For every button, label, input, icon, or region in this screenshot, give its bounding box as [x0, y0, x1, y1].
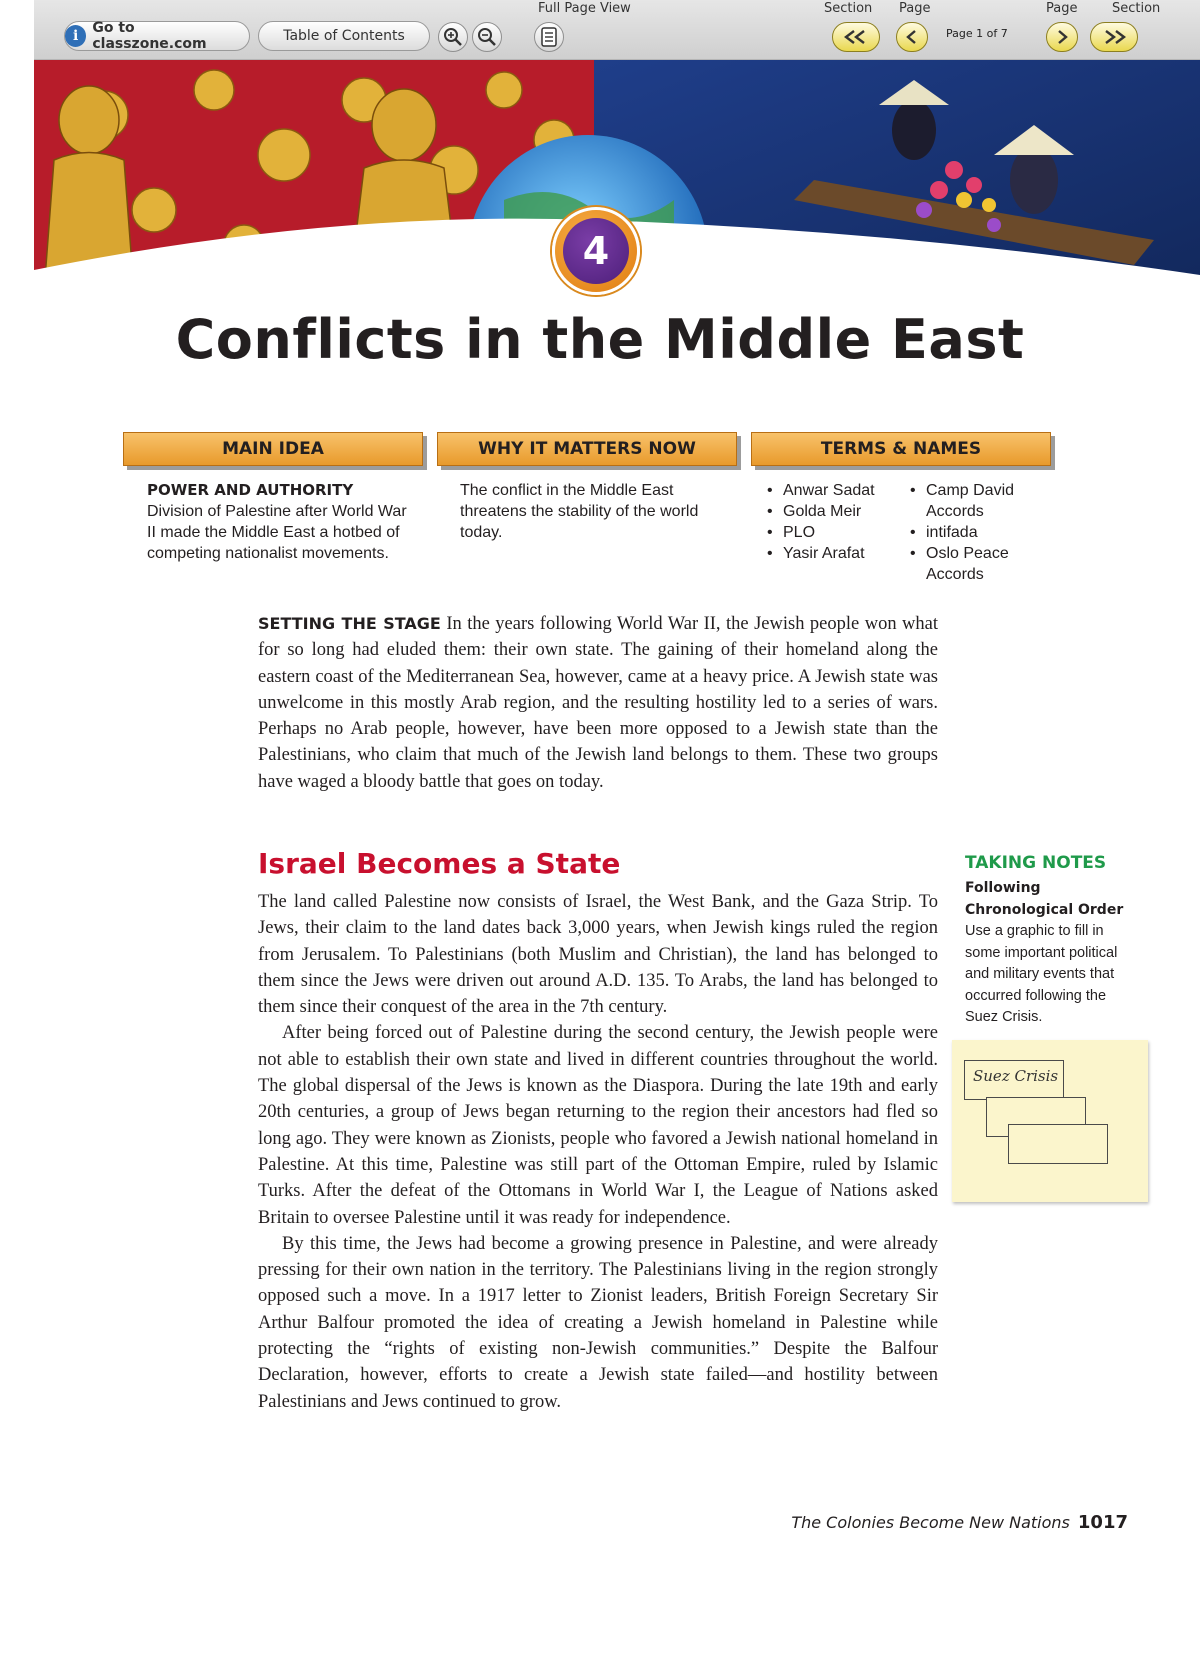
- section-body: [258, 889, 938, 1415]
- section-heading: Israel Becomes a State: [258, 847, 621, 880]
- previous-section-button[interactable]: [832, 22, 880, 52]
- term-item: • PLO: [765, 522, 905, 543]
- notes-box-label: Suez Crisis: [973, 1067, 1059, 1085]
- term-item: • Anwar Sadat: [765, 480, 905, 501]
- page-title: Conflicts in the Middle East: [175, 308, 1025, 371]
- terms-list-left: [765, 480, 905, 564]
- term-item: • Camp David Accords: [908, 480, 1038, 522]
- notes-box: [1008, 1124, 1108, 1164]
- taking-notes-header: TAKING NOTES: [965, 853, 1107, 873]
- main-idea-text: Division of Palestine after World War II made the Middle East a hotbed of competing nationalist movements.: [147, 503, 407, 562]
- term-item: • intifada: [908, 522, 1038, 543]
- toc-label: Table of Contents: [283, 28, 405, 44]
- page-label-right: Page: [1046, 1, 1078, 16]
- page-view-icon: [540, 27, 558, 47]
- setting-the-stage-text: In the years following World War II, the Jewish people won what for so long had eluded them: their own state. The gaining of their homeland along the eastern coast of the Mediterranean Sea, however, came at a heavy price. A Jewish state was unwelcome in this mostly Arab region, and the resulting hostility led to a series of wars. Perhaps no Arab people, however, have been more opposed to a Jewish state than the Palestinians, who claim that much of the Jewish land belongs to them. These two groups have waged a bloody battle that goes on today.: [258, 614, 939, 792]
- section-label-right: Section: [1112, 1, 1161, 16]
- next-page-button[interactable]: [1046, 22, 1078, 52]
- classzone-label: Go to classzone.com: [92, 20, 207, 52]
- previous-page-button[interactable]: [896, 22, 928, 52]
- double-chevron-left-icon: [842, 29, 870, 45]
- section-paragraph: The land called Palestine now consists of Israel, the West Bank, and the Gaza Strip. To Jews, their claim to the land dates back 3,000 years, when Jewish kings ruled the region from Jerusalem. To Palestinians (both Muslim and Christian), the land has belonged to them since the Jews were driven out around A.D. 135. To Arabs, the land has belonged to them since their conquest of the area in the 7th century.: [258, 892, 938, 1018]
- section-paragraph: After being forced out of Palestine during the second century, the Jewish people were not able to establish their own state and lived in different countries throughout the world. The global dispersal of the Jews is known as the Diaspora. During the late 19th and early 20th centuries, a group of Jews began returning to the region their ancestors had fled so long ago. They were known as Zionists, people who favored a Jewish national homeland in Palestine. At this time, Palestine was still part of the Ottoman Empire, ruled by Islamic Turks. After the defeat of the Ottomans in World War I, the League of Nations asked Britain to oversee Palestine until it was ready for independence.: [258, 1023, 938, 1228]
- taking-notes-text: Use a graphic to fill in some important political and military events that occurred following the Suez Crisis.: [965, 923, 1118, 1025]
- main-idea-body: [147, 480, 417, 564]
- main-idea-heading: POWER AND AUTHORITY: [147, 481, 354, 499]
- zoom-in-icon: [443, 27, 463, 47]
- info-icon: i: [65, 25, 86, 47]
- taking-notes-bold: Following Chronological Order: [965, 880, 1124, 918]
- toolbar: [34, 0, 1200, 60]
- chapter-badge: [552, 207, 640, 295]
- page-footer: [791, 1512, 1128, 1533]
- double-chevron-right-icon: [1100, 29, 1128, 45]
- zoom-out-button[interactable]: [472, 22, 502, 52]
- section-paragraph: By this time, the Jews had become a growing presence in Palestine, and were already pressing for their own nation in the territory. The Palestinians living in the region strongly opposed such a move. In a 1917 letter to Zionist leaders, British Foreign Secretary Sir Arthur Balfour promoted the idea of creating a Jewish homeland in Palestine while protecting the “rights of existing non-Jewish communities.” Despite the Balfour Declaration, however, efforts to create a Jewish state failed—and hostility between Palestinians and Jews continued to grow.: [258, 1233, 938, 1412]
- chapter-number: 4: [563, 218, 629, 284]
- chevron-left-icon: [904, 29, 920, 45]
- term-item: • Golda Meir: [765, 501, 905, 522]
- why-it-matters-text: The conflict in the Middle East threatens the stability of the world today.: [460, 482, 699, 541]
- zoom-in-button[interactable]: [438, 22, 468, 52]
- classzone-button[interactable]: [64, 21, 250, 51]
- table-of-contents-button[interactable]: [258, 21, 430, 51]
- book-title: The Colonies Become New Nations: [791, 1513, 1070, 1532]
- page-indicator: Page 1 of 7: [946, 27, 1008, 40]
- page-number: 1017: [1077, 1512, 1128, 1533]
- why-it-matters-header: WHY IT MATTERS NOW: [437, 432, 737, 466]
- setting-the-stage-lead: SETTING THE STAGE: [258, 614, 441, 633]
- zoom-out-icon: [477, 27, 497, 47]
- terms-list-right: [908, 480, 1038, 585]
- term-item: • Yasir Arafat: [765, 543, 905, 564]
- section-label-left: Section: [824, 1, 873, 16]
- main-idea-header: MAIN IDEA: [123, 432, 423, 466]
- next-section-button[interactable]: [1090, 22, 1138, 52]
- notes-graphic: [952, 1040, 1148, 1202]
- terms-names-header: TERMS & NAMES: [751, 432, 1051, 466]
- term-item: • Oslo Peace Accords: [908, 543, 1038, 585]
- page-label-left: Page: [899, 1, 931, 16]
- why-it-matters-body: [460, 480, 710, 543]
- full-page-view-button[interactable]: [534, 22, 564, 52]
- full-page-view-label: Full Page View: [538, 1, 631, 16]
- setting-the-stage: [258, 611, 938, 795]
- taking-notes-body: [965, 878, 1140, 1029]
- chevron-right-icon: [1054, 29, 1070, 45]
- notes-box-suez: [964, 1060, 1064, 1100]
